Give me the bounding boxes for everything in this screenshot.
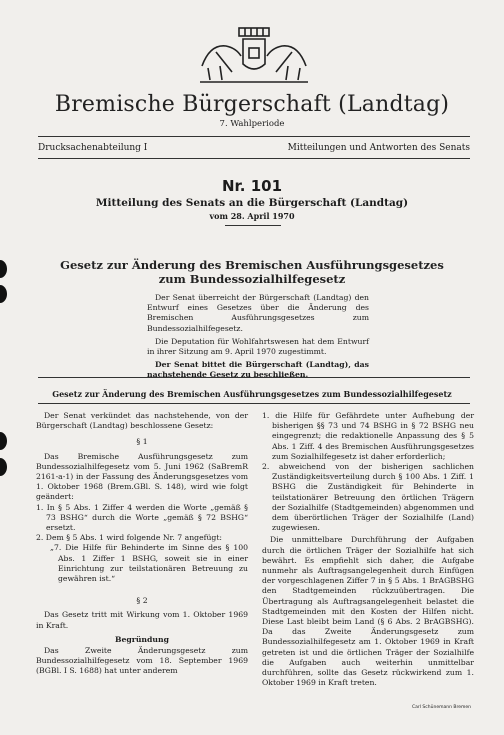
reason-heading: Begründung [115,634,169,644]
document-subtitle: Mitteilung des Senats an die Bürgerschaft (Landtag) [95,197,409,209]
legislative-period: 7. Wahlperiode [219,119,285,129]
paragraph-heading: § 1 [136,437,148,447]
preamble: Der Senat verkündet das nachstehende, von der Bürgerschaft (Landtag) beschlossene Gesetz: [36,411,248,431]
list-item: 1. In § 5 Abs. 1 Ziffer 4 werden die Worte „gemäß § 73 BSHG“ durch die Worte „gemäß § 72 BSHG“ ersetzt. [36,502,248,533]
paragraph-text: Das Bremische Ausführungsgesetz zum Bundessozialhilfegesetz vom 5. Juni 1962 (SaBremR 2161-a-1) in der Fassung des Änderungsgesetzes vom 1. Oktober 1968 (Brem.GBl. S. 148), wird wie folgt geändert: [36,451,248,502]
reason-text: Das Zweite Änderungsgesetz zum Bundessozialhilfegesetz vom 18. September 1969 (BGBl. I S. 1688) hat unter anderem [36,646,248,676]
divider [38,136,470,137]
printer-imprint: Carl Schünemann Bremen [412,705,471,710]
list-item: 2. Dem § 5 Abs. 1 wird folgende Nr. 7 angefügt: [36,533,223,543]
quoted-amendment: „7. Die Hilfe für Behinderte im Sinne des § 100 Abs. 1 Ziffer 1 BSHG, soweit sie in einer Einrichtung zur teilstationären Betreuung zu gewähren ist.“ [50,543,248,584]
list-item: 2. abweichend von der bisherigen sachlichen Zuständigkeitsverteilung durch § 100 Abs. 1 Ziff. 1 BSHG die Zuständigkeit für Behinderte in teilstationärer Betreuung den örtlichen Trägern der Sozialhilfe (Stadtgemeinden) abgenommen und dem überörtlichen Träger der Sozialhilfe (Land) zugewiesen. [262,462,474,533]
punch-hole [0,285,7,303]
document-date: vom 28. April 1970 [209,211,295,221]
law-title-line: Gesetz zur Änderung des Bremischen Ausführungsgesetzes [60,258,444,272]
intro-paragraph: Der Senat überreicht der Bürgerschaft (Landtag) den Entwurf eines Gesetzes über die Änderung des Bremischen Ausführungsgesetzes zum Bundessozialhilfegesetz. [147,293,369,333]
department-label: Drucksachenabteilung I [38,143,148,153]
punch-hole [0,458,7,476]
paragraph-heading: § 2 [136,596,148,606]
series-label: Mitteilungen und Antworten des Senats [287,143,470,153]
intro-text [147,293,369,384]
intro-request: Der Senat bittet die Bürgerschaft (Landtag), das nachstehende Gesetz zu beschließen. [147,360,369,380]
parliament-title: Bremische Bürgerschaft (Landtag) [54,92,450,117]
right-column [262,411,474,688]
law-title [0,258,504,286]
punch-hole [0,432,7,450]
law-title-line: zum Bundessozialhilfegesetz [158,272,346,286]
divider [38,377,470,378]
intro-paragraph: Die Deputation für Wohlfahrtswesen hat dem Entwurf in ihrer Sitzung am 9. April 1970 zugestimmt. [147,336,369,357]
divider [225,225,281,226]
reason-paragraph: Die unmittelbare Durchführung der Aufgaben durch die örtlichen Träger der Sozialhilfe hat sich bewährt. Es empfiehlt sich daher, die Aufgabe nunmehr als Auftragsangelegenheit durch Einfügen der vorgeschlagenen Ziffer 7 in § 5 Abs. 1 BrAGBSHG den Stadtgemeinden rückzuübertragen. Die Übertragung als Auftragsangelegenheit belastet die Stadtgemeinden mit den Kosten der Hilfen nicht. Diese Last bleibt beim Land (§ 6 Abs. 2 BrAGBSHG). Da das Zweite Änderungsgesetz zum Bundessozialhilfegesetz am 1. Oktober 1969 in Kraft getreten ist und die örtlichen Träger der Sozialhilfe die Aufgaben auch weiterhin unmittelbar durchführen, sollte das Gesetz rückwirkend zum 1. Oktober 1969 in Kraft treten. [262,535,474,688]
divider [38,403,470,404]
document-number: Nr. 101 [221,177,283,195]
left-column [36,411,248,677]
bremen-coat-of-arms-icon [196,26,312,86]
divider [38,158,470,159]
paragraph-text: Das Gesetz tritt mit Wirkung vom 1. Oktober 1969 in Kraft. [36,610,248,630]
section-title: Gesetz zur Änderung des Bremischen Ausführungsgesetzes zum Bundessozialhilfegesetz [52,389,452,399]
list-item: 1. die Hilfe für Gefährdete unter Aufhebung der bisherigen §§ 73 und 74 BSHG in § 72 BSHG neu eingegrenzt; die redaktionelle Anpassung des § 5 Abs. 1 Ziff. 4 des Bremischen Ausführungsgesetzes zum Sozialhilfegesetz ist daher erforderlich; [262,411,474,461]
